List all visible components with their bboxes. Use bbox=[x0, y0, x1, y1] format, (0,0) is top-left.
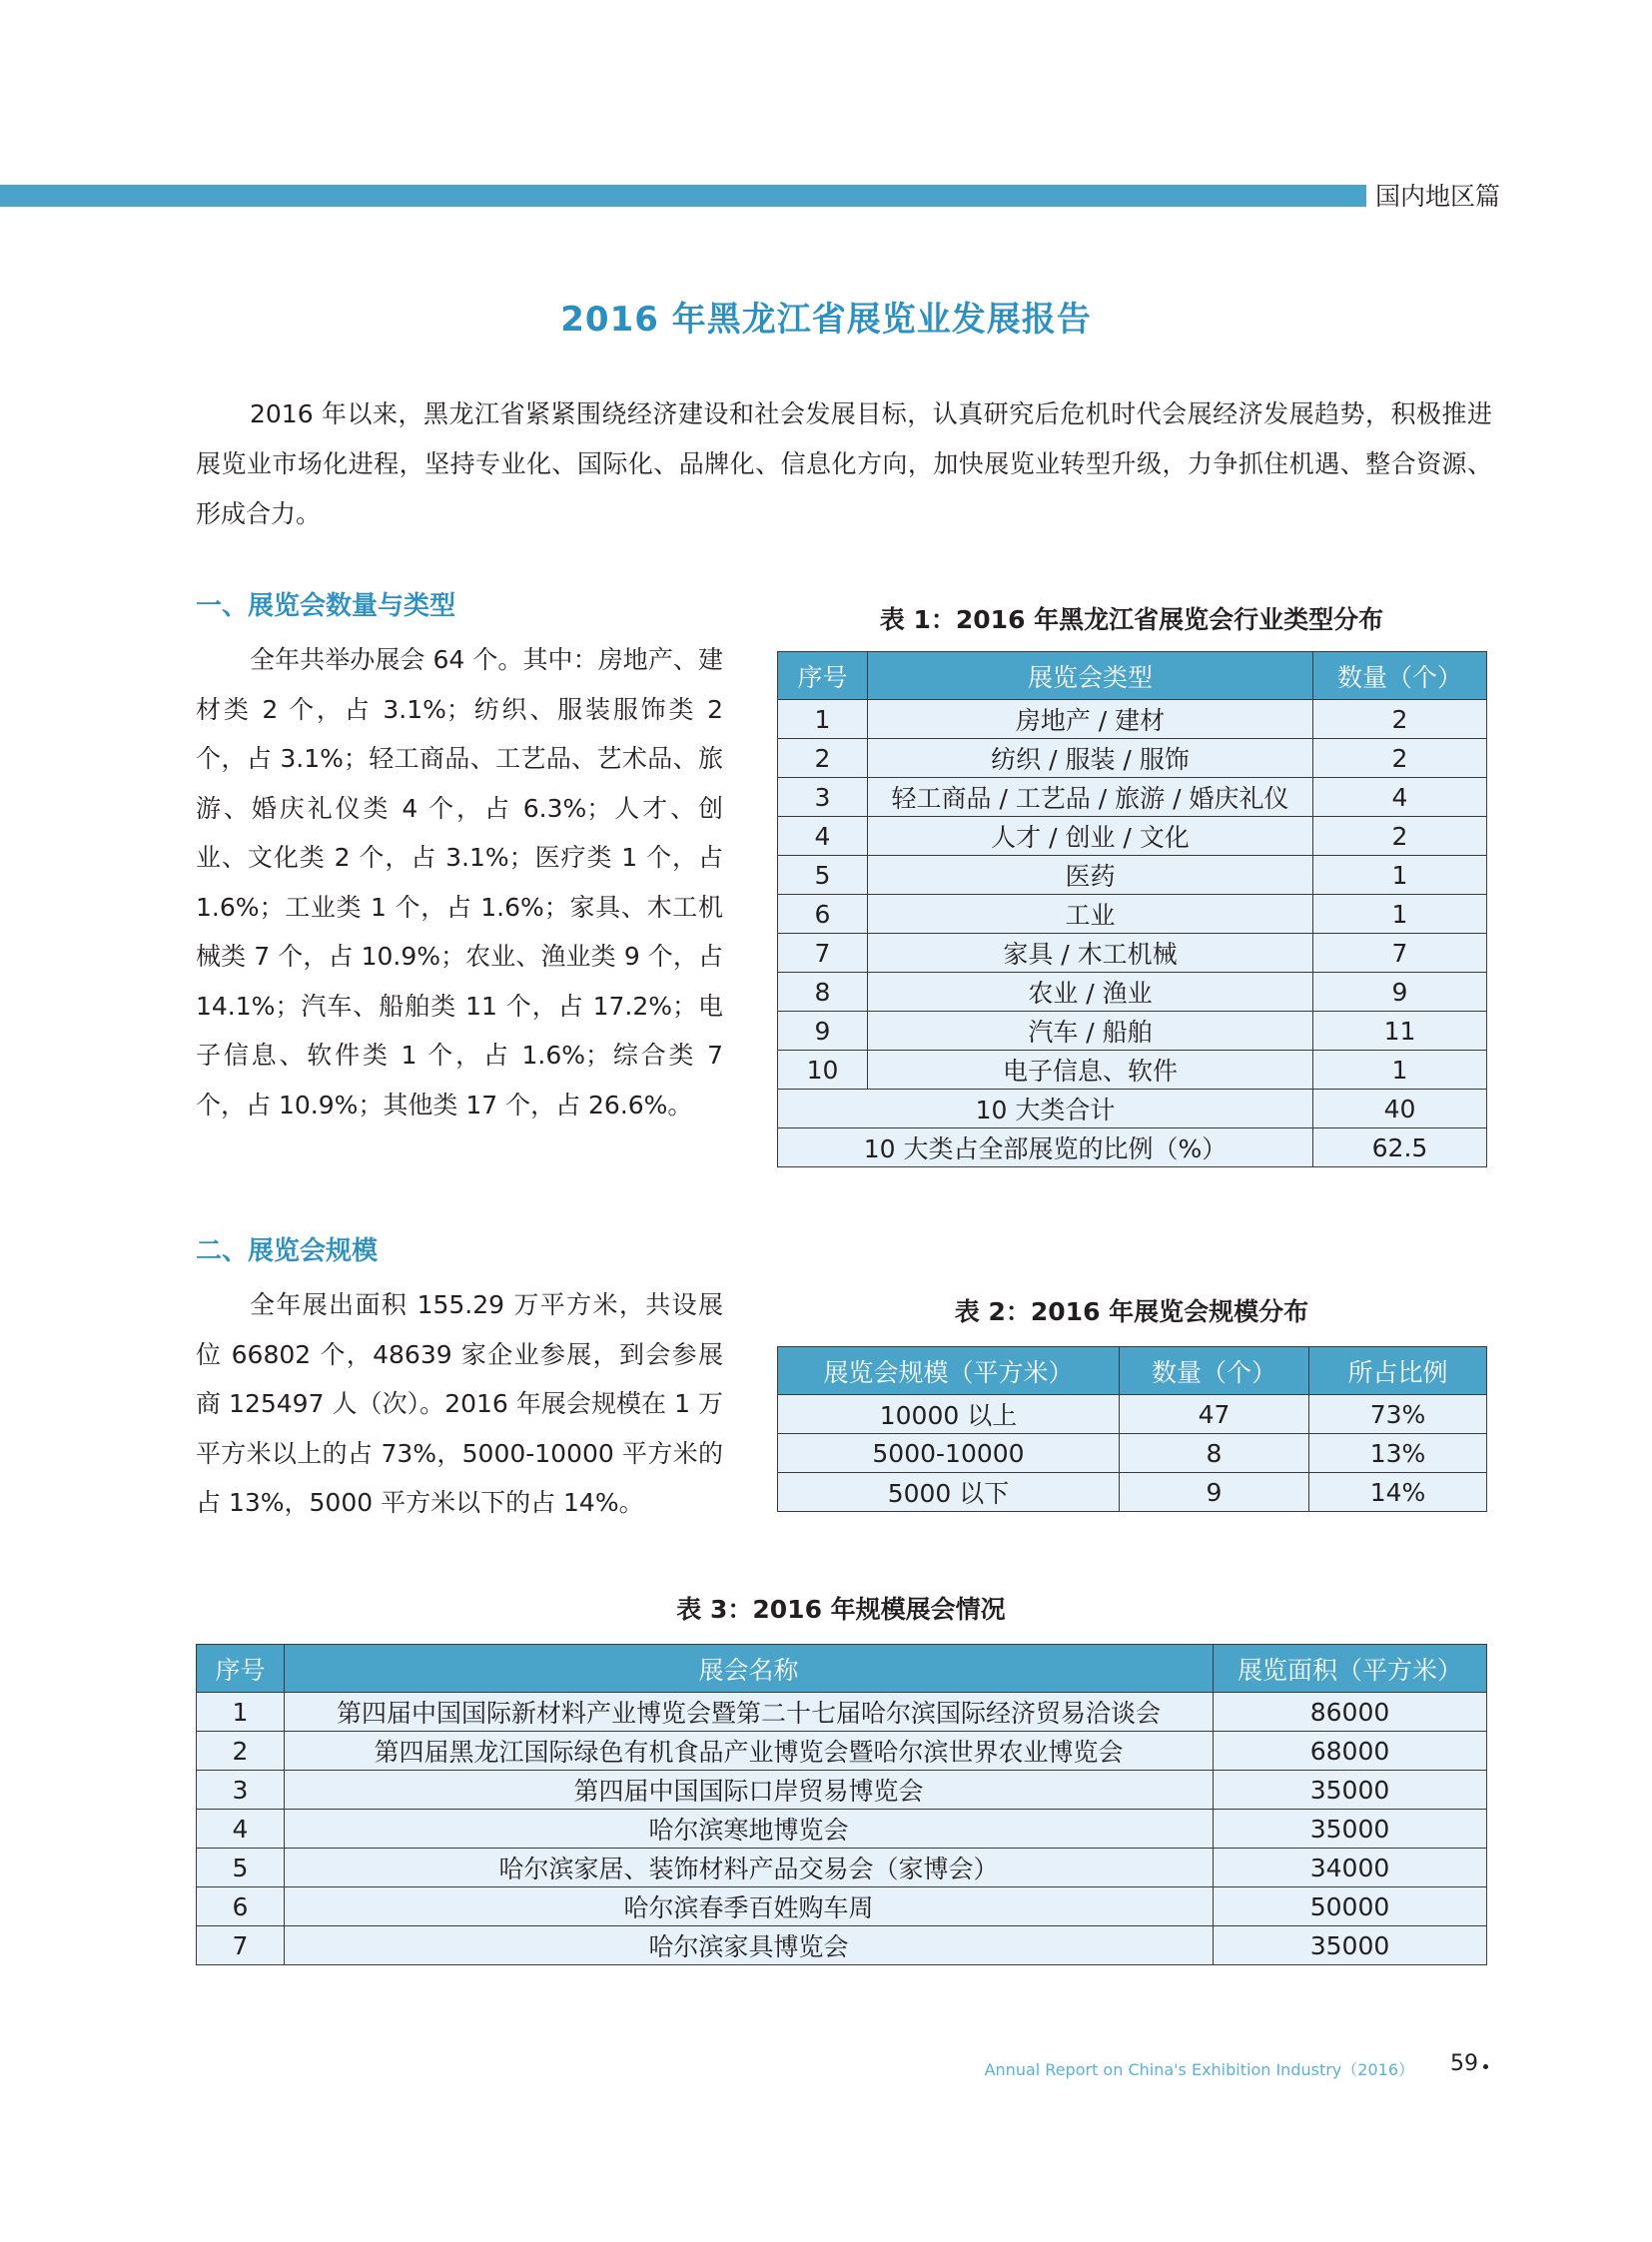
table-cell: 第四届中国国际新材料产业博览会暨第二十七届哈尔滨国际经济贸易洽谈会 bbox=[285, 1693, 1214, 1732]
page-number: 59 bbox=[1450, 2051, 1478, 2076]
intro-paragraph: 2016 年以来，黑龙江省紧紧围绕经济建设和社会发展目标，认真研究后危机时代会展经济发展趋势，积极推进展览业市场化进程，坚持专业化、国际化、品牌化、信息化方向，加快展览业转型升级，力争抓住机遇、整合资源、形成合力。 bbox=[196, 399, 1492, 528]
table-cell: 哈尔滨家具博览会 bbox=[285, 1926, 1214, 1965]
table-row bbox=[778, 817, 1487, 856]
table-header-cell: 序号 bbox=[778, 652, 868, 700]
table-cell: 6 bbox=[778, 895, 868, 934]
table-row bbox=[778, 1434, 1487, 1473]
table-row bbox=[778, 1012, 1487, 1051]
table-cell: 5 bbox=[197, 1849, 285, 1887]
table-row bbox=[197, 1693, 1487, 1732]
table-cell: 轻工商品 / 工艺品 / 旅游 / 婚庆礼仪 bbox=[868, 778, 1313, 817]
table-cell: 7 bbox=[1313, 934, 1487, 973]
table-cell: 第四届黑龙江国际绿色有机食品产业博览会暨哈尔滨世界农业博览会 bbox=[285, 1732, 1214, 1771]
table-row bbox=[197, 1849, 1487, 1887]
table-row bbox=[778, 934, 1487, 973]
table-row bbox=[778, 895, 1487, 934]
table-cell: 10000 以上 bbox=[778, 1395, 1120, 1434]
table-cell: 纺织 / 服装 / 服饰 bbox=[868, 739, 1313, 778]
table-cell: 35000 bbox=[1214, 1810, 1487, 1849]
table-cell: 68000 bbox=[1214, 1732, 1487, 1771]
table-cell: 14% bbox=[1309, 1473, 1487, 1512]
table-cell: 4 bbox=[197, 1810, 285, 1849]
table-row bbox=[778, 1473, 1487, 1512]
table-cell: 电子信息、软件 bbox=[868, 1051, 1313, 1090]
table-row bbox=[778, 856, 1487, 895]
table-header-cell: 展会名称 bbox=[285, 1645, 1214, 1693]
table-header-cell: 序号 bbox=[197, 1645, 285, 1693]
table-cell: 4 bbox=[778, 817, 868, 856]
table-summary-label: 10 大类合计 bbox=[778, 1090, 1313, 1128]
section-tag: 国内地区篇 bbox=[1375, 182, 1501, 211]
table-cell: 11 bbox=[1313, 1012, 1487, 1051]
table-header-cell: 所占比例 bbox=[1309, 1347, 1487, 1395]
table-cell: 86000 bbox=[1214, 1693, 1487, 1732]
table-row bbox=[778, 1395, 1487, 1434]
table-row bbox=[778, 1051, 1487, 1090]
table-header-row bbox=[778, 1347, 1487, 1395]
table-cell: 2 bbox=[778, 739, 868, 778]
table-cell: 6 bbox=[197, 1887, 285, 1926]
table-row bbox=[197, 1771, 1487, 1810]
table-1 bbox=[777, 651, 1487, 1167]
table-summary-row bbox=[778, 1090, 1487, 1128]
table-cell: 5 bbox=[778, 856, 868, 895]
table-cell: 10 bbox=[778, 1051, 868, 1090]
table-cell: 哈尔滨春季百姓购车周 bbox=[285, 1887, 1214, 1926]
table-cell: 7 bbox=[197, 1926, 285, 1965]
table-cell: 35000 bbox=[1214, 1771, 1487, 1810]
table-cell: 房地产 / 建材 bbox=[868, 700, 1313, 739]
table-summary-value: 40 bbox=[1313, 1090, 1487, 1128]
table-header-cell: 数量（个） bbox=[1313, 652, 1487, 700]
table-cell: 4 bbox=[1313, 778, 1487, 817]
table-row bbox=[197, 1887, 1487, 1926]
table-cell: 汽车 / 船舶 bbox=[868, 1012, 1313, 1051]
table-cell: 8 bbox=[1120, 1434, 1309, 1473]
table-cell: 医药 bbox=[868, 856, 1313, 895]
table-row bbox=[778, 700, 1487, 739]
table-cell: 家具 / 木工机械 bbox=[868, 934, 1313, 973]
table-cell: 2 bbox=[197, 1732, 285, 1771]
table-summary-value: 62.5 bbox=[1313, 1128, 1487, 1167]
section-2-heading: 二、展览会规模 bbox=[196, 1236, 379, 1266]
table-summary-label: 10 大类占全部展览的比例（%） bbox=[778, 1128, 1313, 1167]
table-cell: 5000 以下 bbox=[778, 1473, 1120, 1512]
table-3-caption: 表 3：2016 年规模展会情况 bbox=[676, 1595, 1006, 1624]
table-cell: 1 bbox=[778, 700, 868, 739]
table-header-row bbox=[778, 652, 1487, 700]
table-cell: 1 bbox=[1313, 895, 1487, 934]
table-cell: 13% bbox=[1309, 1434, 1487, 1473]
table-cell: 人才 / 创业 / 文化 bbox=[868, 817, 1313, 856]
table-row bbox=[197, 1926, 1487, 1965]
table-cell: 9 bbox=[1313, 973, 1487, 1012]
table-cell: 8 bbox=[778, 973, 868, 1012]
table-cell: 35000 bbox=[1214, 1926, 1487, 1965]
table-cell: 5000-10000 bbox=[778, 1434, 1120, 1473]
table-2 bbox=[777, 1346, 1487, 1512]
section-2-paragraph: 全年展出面积 155.29 万平方米，共设展位 66802 个，48639 家企业参展，到会参展商 125497 人（次）。2016 年展会规模在 1 万平方米以上的占 73%，5000-10000 平方米的占 13%，5000 平方米以下的占 14%。 bbox=[196, 1290, 723, 1517]
table-header-cell: 展览面积（平方米） bbox=[1214, 1645, 1487, 1693]
table-row bbox=[778, 973, 1487, 1012]
table-cell: 1 bbox=[1313, 1051, 1487, 1090]
table-cell: 3 bbox=[778, 778, 868, 817]
table-cell: 73% bbox=[1309, 1395, 1487, 1434]
table-cell: 7 bbox=[778, 934, 868, 973]
table-cell: 1 bbox=[197, 1693, 285, 1732]
table-cell: 9 bbox=[778, 1012, 868, 1051]
table-cell: 哈尔滨家居、装饰材料产品交易会（家博会） bbox=[285, 1849, 1214, 1887]
table-3 bbox=[196, 1644, 1487, 1965]
table-cell: 哈尔滨寒地博览会 bbox=[285, 1810, 1214, 1849]
table-row bbox=[197, 1732, 1487, 1771]
table-cell: 第四届中国国际口岸贸易博览会 bbox=[285, 1771, 1214, 1810]
table-cell: 34000 bbox=[1214, 1849, 1487, 1887]
table-cell: 2 bbox=[1313, 739, 1487, 778]
table-summary-row bbox=[778, 1128, 1487, 1167]
table-cell: 9 bbox=[1120, 1473, 1309, 1512]
table-cell: 工业 bbox=[868, 895, 1313, 934]
table-cell: 1 bbox=[1313, 856, 1487, 895]
table-cell: 2 bbox=[1313, 700, 1487, 739]
table-header-cell: 展览会类型 bbox=[868, 652, 1313, 700]
table-header-cell: 展览会规模（平方米） bbox=[778, 1347, 1120, 1395]
page-title: 2016 年黑龙江省展览业发展报告 bbox=[560, 300, 1092, 340]
table-cell: 50000 bbox=[1214, 1887, 1487, 1926]
table-cell: 3 bbox=[197, 1771, 285, 1810]
table-1-caption: 表 1：2016 年黑龙江省展览会行业类型分布 bbox=[879, 605, 1384, 634]
section-1-paragraph: 全年共举办展会 64 个。其中：房地产、建材类 2 个，占 3.1%；纺织、服装服饰类 2 个，占 3.1%；轻工商品、工艺品、艺术品、旅游、婚庆礼仪类 4 个，占 6.3%；人才、创业、文化类 2 个，占 3.1%；医疗类 1 个，占 1.6%；工业类 1 个，占 1.6%；家具、木工机械类 7 个，占 10.9%；农业、渔业类 9 个，占 14.1%；汽车、船舶类 11 个，占 17.2%；电子信息、软件类 1 个，占 1.6%；综合类 7 个，占 10.9%；其他类 17 个，占 26.6%。 bbox=[196, 645, 723, 1120]
header-accent-bar bbox=[0, 185, 1366, 207]
table-2-caption: 表 2：2016 年展览会规模分布 bbox=[954, 1297, 1309, 1326]
table-row bbox=[778, 778, 1487, 817]
table-header-cell: 数量（个） bbox=[1120, 1347, 1309, 1395]
table-row bbox=[778, 739, 1487, 778]
table-header-row bbox=[197, 1645, 1487, 1693]
footer-dot bbox=[1483, 2064, 1488, 2069]
table-row bbox=[197, 1810, 1487, 1849]
table-cell: 2 bbox=[1313, 817, 1487, 856]
table-cell: 农业 / 渔业 bbox=[868, 973, 1313, 1012]
table-cell: 47 bbox=[1120, 1395, 1309, 1434]
section-1-heading: 一、展览会数量与类型 bbox=[196, 591, 456, 621]
footer-running-title: Annual Report on China's Exhibition Industry（2016） bbox=[984, 2060, 1414, 2079]
